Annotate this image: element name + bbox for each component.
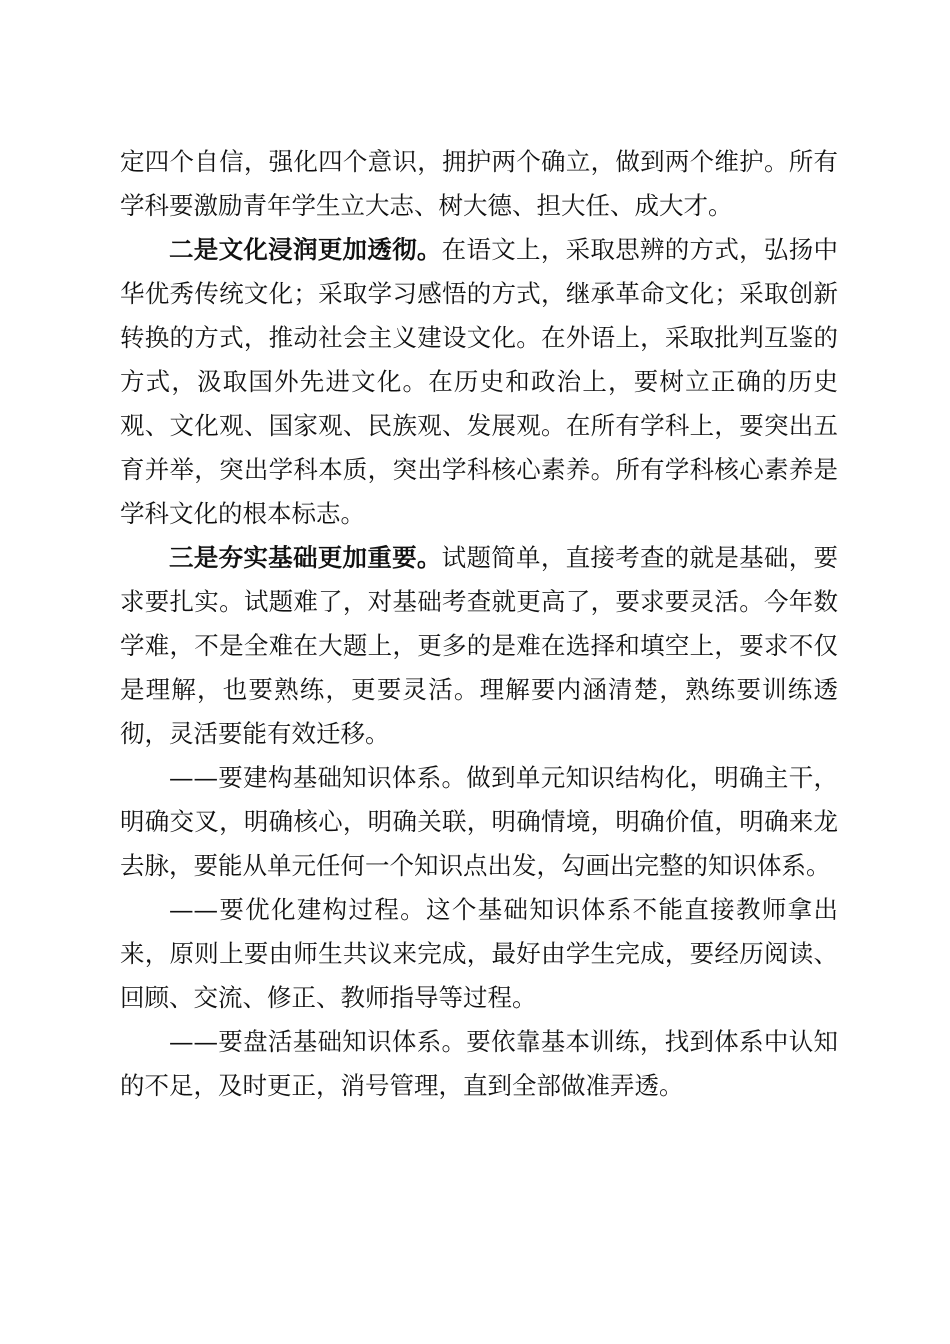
paragraph-text: ——要建构基础知识体系。做到单元知识结构化，明确主干，明确交叉，明确核心，明确关联，明确情境，明确价值，明确来龙去脉，要能从单元任何一个知识点出发，勾画出完整的知识体系。 [120, 763, 838, 880]
document-body [120, 140, 838, 1108]
paragraph-activate-system [120, 1020, 838, 1108]
paragraph-text: 在语文上，采取思辨的方式，弘扬中华优秀传统文化；采取学习感悟的方式，继承革命文化；采取创新转换的方式，推动社会主义建设文化。在外语上，采取批判互鉴的方式，汲取国外先进文化。在历史和政治上，要树立正确的历史观、文化观、国家观、民族观、发展观。在所有学科上，要突出五育并举，突出学科本质，突出学科核心素养。所有学科核心素养是学科文化的根本标志。 [120, 235, 838, 528]
paragraph-text: 试题简单，直接考查的就是基础，要求要扎实。试题难了，对基础考查就更高了，要求要灵活。今年数学难，不是全难在大题上，更多的是难在选择和填空上，要求不仅是理解，也要熟练，更要灵活。理解要内涵清楚，熟练要训练透彻，灵活要能有效迁移。 [120, 543, 838, 748]
paragraph-lead: 二是文化浸润更加透彻。 [169, 235, 442, 264]
paragraph-text: ——要盘活基础知识体系。要依靠基本训练，找到体系中认知的不足，及时更正，消号管理，直到全部做准弄透。 [120, 1027, 838, 1100]
paragraph-text: ——要优化建构过程。这个基础知识体系不能直接教师拿出来，原则上要由师生共议来完成，最好由学生完成，要经历阅读、回顾、交流、修正、教师指导等过程。 [120, 895, 838, 1012]
paragraph-foundation [120, 536, 838, 756]
paragraph-continuation [120, 140, 838, 228]
paragraph-text: 定四个自信，强化四个意识，拥护两个确立，做到两个维护。所有学科要激励青年学生立大志、树大德、担大任、成大才。 [120, 147, 838, 220]
paragraph-build-system [120, 756, 838, 888]
paragraph-lead: 三是夯实基础更加重要。 [169, 543, 442, 572]
paragraph-optimize-process [120, 888, 838, 1020]
paragraph-culture [120, 228, 838, 536]
